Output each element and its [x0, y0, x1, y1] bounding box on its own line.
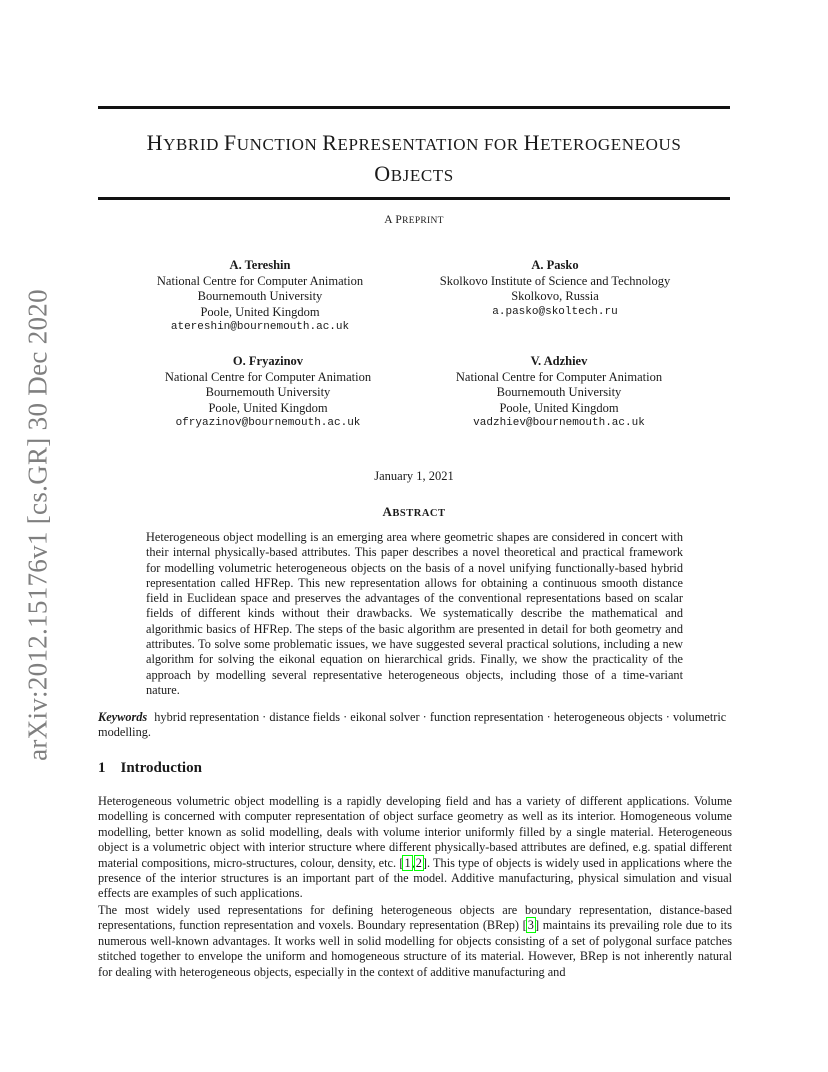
author-affiliation: National Centre for Computer Animation [156, 273, 364, 288]
author-affiliation: Poole, United Kingdom [208, 400, 328, 415]
section-number: 1 [98, 760, 106, 776]
arxiv-identifier: arXiv:2012.15176v1 [cs.GR] 30 Dec 2020 [22, 289, 53, 761]
author-email[interactable]: ofryazinov@bournemouth.ac.uk [175, 417, 361, 429]
author-affiliation: National Centre for Computer Animation [164, 369, 372, 384]
bottom-title-rule [98, 197, 730, 200]
abstract-heading: ABSTRACT [382, 504, 446, 519]
section-title: Introduction [120, 760, 202, 776]
keywords-list: hybrid representation · distance fields · eikonal solver · function representation · heterogeneous objects · volumetric modelling. [98, 710, 727, 740]
author-block-pasko [405, 258, 705, 320]
publication-date: January 1, 2021 [374, 469, 454, 483]
author-affiliation: Poole, United Kingdom [499, 400, 619, 415]
author-name: A. Tereshin [229, 258, 291, 272]
abstract-text: Heterogeneous object modelling is an emerging area where geometric shapes are considered in concert with their internal physically-based attributes. This paper describes a novel theoretical and practical framework for modelling volumetric heterogeneous objects on the basis of a novel unifying functionally-based hybrid representation called HFRep. This new representation allows for obtaining a continuous smooth distance field in Euclidean space and preserves the advantages of the conventional representations based on scalar fields of different kinds without their drawbacks. We systematically describe the mathematical and algorithmic basics of HFRep. The steps of the basic algorithm are presented in detail for both geometry and attributes. To solve some problematic issues, we have suggested several practical solutions, including a new algorithm for solving the eikonal equation on hierarchical grids. Finally, we show the practicality of the approach by modelling several representative heterogeneous objects, including those of a time-variant nature. [146, 530, 683, 697]
citation-link[interactable]: 3 [527, 918, 534, 933]
preprint-label: A PREPRINT [384, 214, 444, 226]
author-name: A. Pasko [531, 258, 579, 272]
paper-title [98, 128, 730, 190]
author-email[interactable]: vadzhiev@bournemouth.ac.uk [473, 417, 645, 429]
author-name: V. Adzhiev [530, 354, 588, 368]
citation-link[interactable]: 2 [415, 855, 422, 870]
title-line-1: HYBRID FUNCTION REPRESENTATION FOR HETEROGENEOUS [146, 130, 682, 155]
top-rule [98, 106, 730, 109]
citation-link[interactable]: 1 [404, 855, 411, 870]
intro-paragraph-2: The most widely used representations for defining heterogeneous objects are boundary representation, distance-based representations, function representation and voxels. Boundary representation (BRep) [3] maintains its prevailing role due to its numerous well-known advantages. It works well in solid modelling for objects consisting of a set of polygonal surface patches stitched together to envelope the uniform and homogeneous structure of its material. However, BRep is not inherently natural for dealing with heterogeneous objects, especially in the context of additive manufacturing and [98, 903, 732, 979]
author-affiliation: Skolkovo, Russia [511, 289, 599, 303]
author-affiliation: Poole, United Kingdom [200, 304, 320, 319]
author-block-fryazinov [118, 354, 418, 432]
author-affiliation: National Centre for Computer Animation [455, 369, 663, 384]
keywords [98, 710, 730, 741]
section-heading-introduction [98, 760, 202, 777]
intro-paragraph-1: Heterogeneous volumetric object modelling is a rapidly developing field and has a variety of different applications. Volume modelling is concerned with computer representation of object surface geometry as well as its interior. Homogeneous volume modelling, better known as solid modelling, deals with volume interior uniformly filled by a single material. Heterogeneous object is a volumetric object with interior structure where different physically-based attributes are defined, e.g. spatial different material compositions, micro-structures, colour, density, etc. [1,2]. This type of objects is widely used in applications where the presence of the interior structures is an important part of the model. Additive manufacturing, physical simulation and visual effects are examples of such applications. [98, 794, 732, 901]
author-block-adzhiev [409, 354, 709, 432]
title-line-2: OBJECTS [374, 161, 454, 186]
author-email[interactable]: atereshin@bournemouth.ac.uk [170, 321, 350, 333]
author-affiliation: Skolkovo Institute of Science and Technology [439, 273, 671, 288]
author-affiliation: Bournemouth University [205, 385, 331, 399]
author-name: O. Fryazinov [232, 354, 304, 368]
author-email[interactable]: a.pasko@skoltech.ru [492, 305, 618, 318]
author-affiliation: Bournemouth University [496, 385, 622, 399]
author-block-tereshin [110, 258, 410, 336]
author-affiliation: Bournemouth University [197, 289, 323, 303]
keywords-label: Keywords [98, 710, 148, 724]
